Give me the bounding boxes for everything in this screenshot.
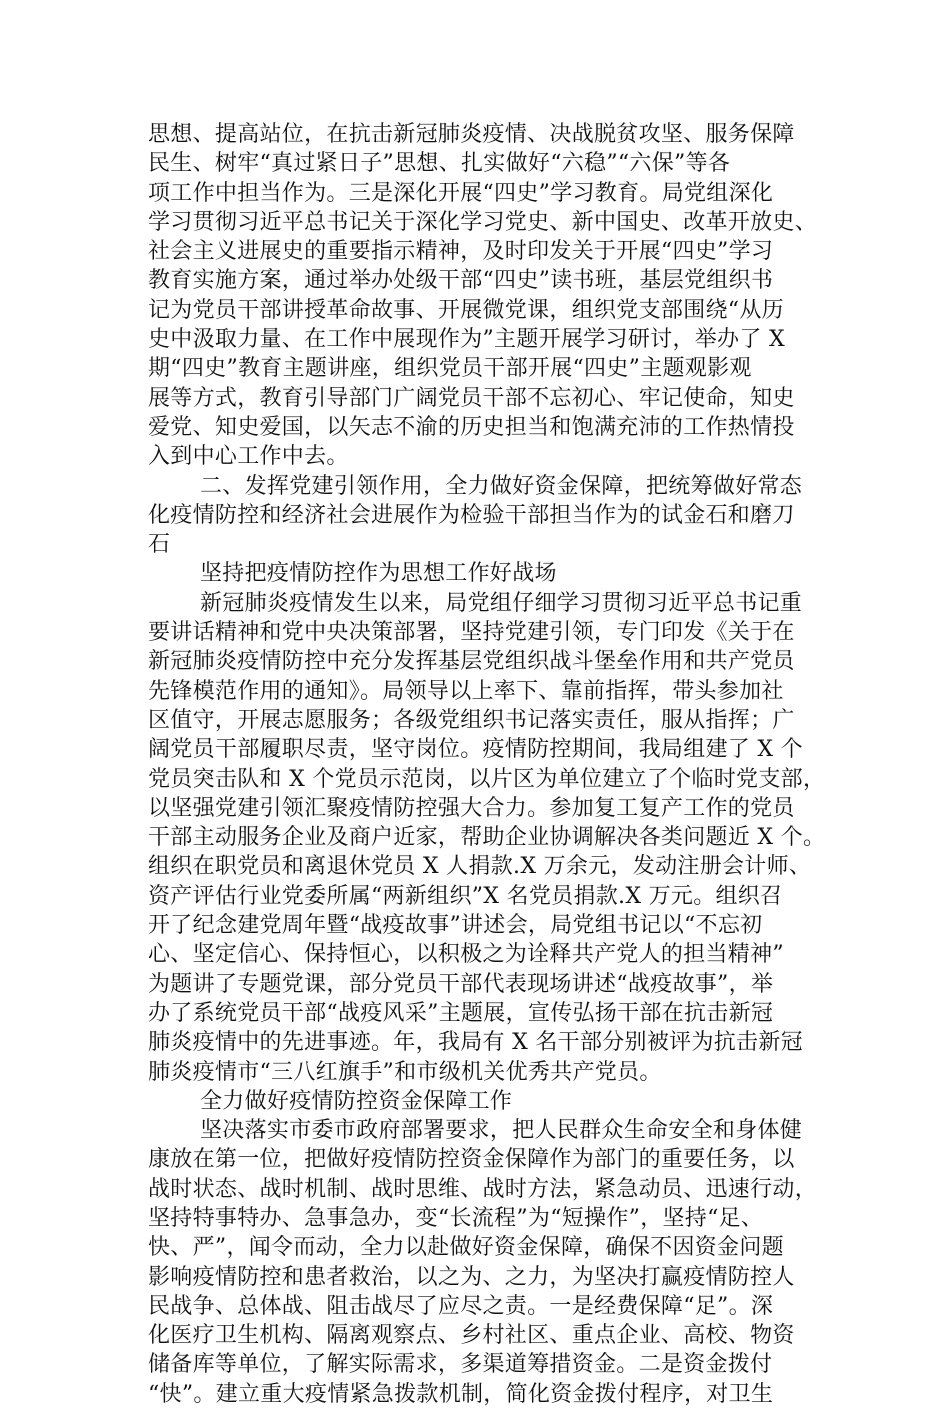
text-line: 入到中心工作中去。 — [148, 444, 349, 470]
text-line: 肺炎疫情市“三八红旗手”和市级机关优秀共产党员。 — [148, 1059, 662, 1085]
text-line: 社会主义进展史的重要指示精神，及时印发关于开展“四史”学习 — [148, 239, 774, 265]
body-text — [148, 120, 828, 1409]
text-line: 爱党、知史爱国，以矢志不渝的历史担当和饱满充沛的工作热情投 — [148, 414, 795, 440]
text-line: 期“四史”教育主题讲座，组织党员干部开展“四史”主题观影观 — [148, 356, 752, 382]
text-line: 开了纪念建党周年暨“战疫故事”讲述会，局党组书记以“不忘初 — [148, 913, 763, 939]
text-line: 心、坚定信心、保持恒心，以积极之为诠释共产党人的担当精神” — [148, 942, 784, 968]
text-line: 全力做好疫情防控资金保障工作 — [200, 1088, 513, 1114]
text-line: 区值守，开展志愿服务；各级党组织书记落实责任，服从指挥；广 — [148, 707, 795, 733]
text-line: 新冠肺炎疫情防控中充分发挥基层党组织战斗堡垒作用和共产党员 — [148, 649, 795, 675]
text-line: 教育实施方案，通过举办处级干部“四史”读书班，基层党组织书 — [148, 268, 774, 294]
text-line: 肺炎疫情中的先进事迹。年，我局有 X 名干部分别被评为抗击新冠 — [148, 1030, 803, 1056]
text-line: 为题讲了专题党课，部分党员干部代表现场讲述“战疫故事”，举 — [148, 971, 774, 997]
text-line: 民战争、总体战、阻击战尽了应尽之责。一是经费保障“足”。深 — [148, 1293, 774, 1319]
text-line: 战时状态、战时机制、战时思维、战时方法，紧急动员、迅速行动， — [148, 1176, 818, 1202]
text-line: 展等方式，教育引导部门广阔党员干部不忘初心、牢记使命，知史 — [148, 385, 795, 411]
text-line: 学习贯彻习近平总书记关于深化学习党史、新中国史、改革开放史、 — [148, 209, 818, 235]
text-line: 化疫情防控和经济社会进展作为检验干部担当作为的试金石和磨刀 — [148, 502, 795, 528]
text-line: 民生、树牢“真过紧日子”思想、扎实做好“六稳”“六保”等各 — [148, 151, 731, 177]
text-line: 新冠肺炎疫情发生以来，局党组仔细学习贯彻习近平总书记重 — [200, 590, 803, 616]
text-line: 要讲话精神和党中央决策部署，坚持党建引领，专门印发《关于在 — [148, 620, 795, 646]
text-line: 组织在职党员和离退休党员 X 人捐款.X 万余元，发动注册会计师、 — [148, 854, 812, 880]
text-line: 项工作中担当作为。三是深化开展“四史”学习教育。局党组深化 — [148, 180, 774, 206]
text-line: 记为党员干部讲授革命故事、开展微党课，组织党支部围绕“从历 — [148, 297, 784, 323]
text-line: 坚决落实市委市政府部署要求，把人民群众生命安全和身体健 — [200, 1118, 803, 1144]
text-line: 影响疫情防控和患者救治，以之为、之力，为坚决打赢疫情防控人 — [148, 1264, 795, 1290]
text-line: 坚持把疫情防控作为思想工作好战场 — [200, 561, 557, 587]
text-line: 石 — [148, 532, 171, 558]
text-line: 化医疗卫生机构、隔离观察点、乡村社区、重点企业、高校、物资 — [148, 1323, 795, 1349]
text-line: 坚持特事特办、急事急办，变“长流程”为“短操作”，坚持“足、 — [148, 1205, 764, 1231]
text-line: 以坚强党建引领汇聚疫情防控强大合力。参加复工复产工作的党员 — [148, 795, 795, 821]
text-line: 党员突击队和 X 个党员示范岗，以片区为单位建立了个临时党支部， — [148, 766, 826, 792]
text-line: 资产评估行业党委所属“两新组织”X 名党员捐款.X 万元。组织召 — [148, 883, 783, 909]
text-line: 干部主动服务企业及商户近家，帮助企业协调解决各类问题近 X 个。 — [148, 825, 826, 851]
text-line: 二、发挥党建引领作用，全力做好资金保障，把统筹做好常态 — [200, 473, 803, 499]
text-line: 先锋模范作用的通知》。局领导以上率下、靠前指挥，带头参加社 — [148, 678, 784, 704]
text-line: 储备库等单位，了解实际需求，多渠道筹措资金。二是资金拨付 — [148, 1352, 773, 1378]
text-line: 思想、提高站位，在抗击新冠肺炎疫情、决战脱贫攻坚、服务保障 — [148, 122, 795, 147]
text-line: 快、严”，闻令而动，全力以赴做好资金保障，确保不因资金问题 — [148, 1235, 784, 1261]
text-line: 康放在第一位，把做好疫情防控资金保障作为部门的重要任务，以 — [148, 1147, 795, 1173]
text-line: 史中汲取力量、在工作中展现作为”主题开展学习研讨，举办了 X — [148, 327, 785, 353]
text-line: “快”。建立重大疫情紧急拨款机制，简化资金拨付程序，对卫生 — [148, 1381, 774, 1407]
text-line: 办了系统党员干部“战疫风采”主题展，宣传弘扬干部在抗击新冠 — [148, 1000, 774, 1026]
text-line: 阔党员干部履职尽责，坚守岗位。疫情防控期间，我局组建了 X 个 — [148, 737, 803, 763]
